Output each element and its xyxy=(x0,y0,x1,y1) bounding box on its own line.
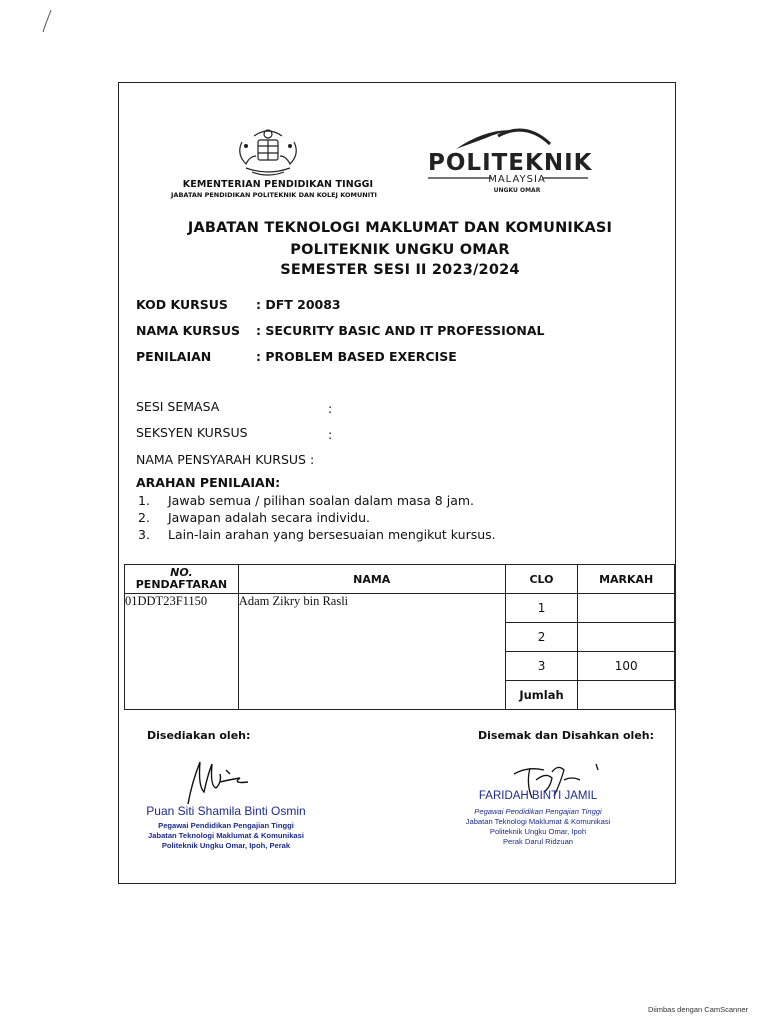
instruction-number: 3. xyxy=(138,527,150,542)
institution-title: POLITEKNIK UNGKU OMAR xyxy=(290,242,510,258)
registration-header xyxy=(125,565,239,594)
approver-state: Perak Darul Ridzuan xyxy=(502,837,574,846)
marks-cell[interactable] xyxy=(578,594,675,623)
preparer-institution: Politeknik Ungku Omar, Ipoh, Perak xyxy=(161,841,291,850)
registration-header-line2: PENDAFTARAN xyxy=(135,578,228,591)
current-session-colon: : xyxy=(328,401,333,416)
instruction-text: Jawab semua / pilihan soalan dalam masa 8 jam. xyxy=(168,493,475,508)
stray-pen-mark xyxy=(40,8,54,34)
semester-title: SEMESTER SESI II 2023/2024 xyxy=(280,262,520,278)
preparer-department: Jabatan Teknologi Maklumat & Komunikasi xyxy=(148,831,304,840)
checked-by-heading: Disemak dan Disahkan oleh: xyxy=(478,729,655,742)
approver-name: FARIDAH BINTI JAMIL xyxy=(478,790,598,802)
instruction-text: Lain-lain arahan yang bersesuaian mengikut kursus. xyxy=(168,527,496,542)
total-marks-cell[interactable] xyxy=(578,681,675,710)
course-section-label: SEKSYEN KURSUS xyxy=(136,425,248,440)
marks-table xyxy=(124,564,675,710)
instructions-heading: ARAHAN PENILAIAN: xyxy=(136,475,281,490)
ministry-name: KEMENTERIAN PENDIDIKAN TINGGI xyxy=(182,179,374,190)
instruction-text: Jawapan adalah secara individu. xyxy=(168,510,371,525)
svg-text:MALAYSIA: MALAYSIA xyxy=(488,174,546,185)
registration-header-line1: NO. xyxy=(170,566,193,579)
course-name-label: NAMA KURSUS xyxy=(136,323,240,338)
malaysia-coat-of-arms-icon xyxy=(232,126,304,178)
preparer-signature xyxy=(170,752,260,810)
clo-cell: 1 xyxy=(505,594,578,623)
ministry-subtitle: JABATAN PENDIDIKAN POLITEKNIK DAN KOLEJ KOMUNITI xyxy=(171,191,377,199)
lecturer-name-label: NAMA PENSYARAH KURSUS : xyxy=(136,452,315,467)
politeknik-malaysia-logo xyxy=(426,116,596,196)
current-session-label: SESI SEMASA xyxy=(136,399,220,414)
course-code-value: : DFT 20083 xyxy=(256,297,341,312)
preparer-name: Puan Siti Shamila Binti Osmin xyxy=(146,804,306,818)
approver-institution: Politeknik Ungku Omar, Ipoh xyxy=(489,827,587,836)
clo-cell: 3 xyxy=(505,652,578,681)
assessment-value: : PROBLEM BASED EXERCISE xyxy=(256,349,457,364)
clo-cell: 2 xyxy=(505,623,578,652)
preparer-position: Pegawai Pendidikan Pengajian Tinggi xyxy=(158,821,294,830)
name-header: NAMA xyxy=(238,565,505,594)
svg-text:UNGKU OMAR: UNGKU OMAR xyxy=(493,187,541,194)
approver-department: Jabatan Teknologi Maklumat & Komunikasi xyxy=(465,817,611,826)
course-section-colon: : xyxy=(328,427,333,442)
instruction-number: 1. xyxy=(138,493,150,508)
prepared-by-heading: Disediakan oleh: xyxy=(147,729,251,742)
course-code-label: KOD KURSUS xyxy=(136,297,228,312)
marks-cell[interactable] xyxy=(578,623,675,652)
marks-header: MARKAH xyxy=(578,565,675,594)
table-header-row xyxy=(125,565,675,594)
marks-cell[interactable]: 100 xyxy=(578,652,675,681)
student-name-cell: Adam Zikry bin Rasli xyxy=(238,594,505,710)
svg-text:POLITEKNIK: POLITEKNIK xyxy=(428,150,593,176)
total-label-cell: Jumlah xyxy=(505,681,578,710)
instruction-number: 2. xyxy=(138,510,150,525)
assessment-label: PENILAIAN xyxy=(136,349,212,364)
registration-number-cell: 01DDT23F1150 xyxy=(125,594,239,710)
clo-header: CLO xyxy=(505,565,578,594)
course-name-value: : SECURITY BASIC AND IT PROFESSIONAL xyxy=(256,323,545,338)
approver-position: Pegawai Pendidikan Pengajian Tinggi xyxy=(474,807,602,816)
scanner-watermark: Diimbas dengan CamScanner xyxy=(648,1005,749,1014)
table-row xyxy=(125,594,675,623)
department-title: JABATAN TEKNOLOGI MAKLUMAT DAN KOMUNIKASI xyxy=(187,220,613,236)
